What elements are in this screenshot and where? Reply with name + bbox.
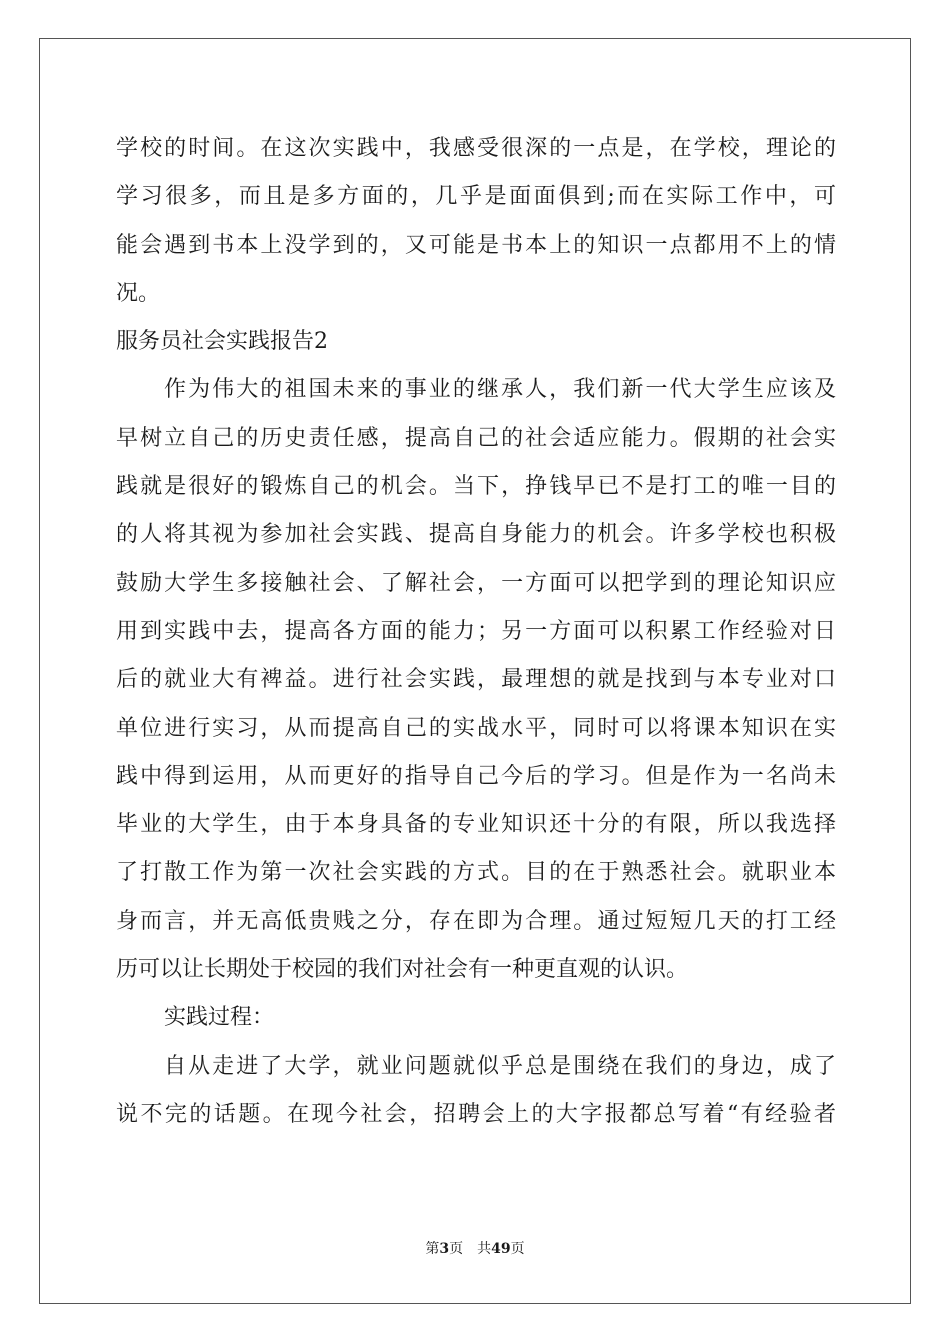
text-line: 单位进行实习，从而提高自己的实战水平，同时可以将课本知识在实 [116, 715, 836, 741]
page-footer [0, 1238, 950, 1258]
page-number: 3 [439, 1241, 450, 1257]
section-heading: 服务员社会实践报告2 [116, 329, 328, 355]
text-line: 能会遇到书本上没学到的，又可能是书本上的知识一点都用不上的情 [116, 232, 836, 258]
document-body [116, 125, 836, 1139]
subsection-heading: 实践过程： [164, 1005, 275, 1031]
total-prefix: 共 [477, 1241, 492, 1257]
text-line: 鼓励大学生多接触社会、了解社会，一方面可以把学到的理论知识应 [116, 570, 836, 596]
page-suffix: 页 [449, 1241, 464, 1257]
total-suffix: 页 [510, 1241, 525, 1257]
text-line: 了打散工作为第一次社会实践的方式。目的在于熟悉社会。就职业本 [116, 860, 836, 886]
text-line: 学校的时间。在这次实践中，我感受很深的一点是，在学校，理论的 [116, 136, 836, 161]
text-line: 毕业的大学生，由于本身具备的专业知识还十分的有限，所以我选择 [116, 812, 836, 838]
text-line: 早树立自己的历史责任感，提高自己的社会适应能力。假期的社会实 [116, 425, 836, 451]
text-line: 作为伟大的祖国未来的事业的继承人，我们新一代大学生应该及 [164, 377, 836, 403]
text-line: 学习很多，而且是多方面的，几乎是面面俱到;而在实际工作中，可 [116, 184, 836, 210]
text-line: 践就是很好的锻炼自己的机会。当下，挣钱早已不是打工的唯一目的 [116, 474, 836, 500]
page-prefix: 第 [425, 1241, 440, 1257]
text-line: 自从走进了大学，就业问题就似乎总是围绕在我们的身边，成了 [164, 1053, 836, 1079]
text-line: 况。 [116, 280, 161, 306]
text-line: 历可以让长期处于校园的我们对社会有一种更直观的认识。 [116, 957, 689, 983]
total-pages: 49 [491, 1241, 511, 1257]
text-line: 用到实践中去，提高各方面的能力；另一方面可以积累工作经验对日 [116, 618, 836, 644]
text-line: 后的就业大有裨益。进行社会实践，最理想的就是找到与本专业对口 [116, 667, 836, 693]
text-line: 身而言，并无高低贵贱之分，存在即为合理。通过短短几天的打工经 [116, 908, 836, 934]
text-line: 的人将其视为参加社会实践、提高自身能力的机会。许多学校也积极 [116, 522, 836, 548]
text-line: 践中得到运用，从而更好的指导自己今后的学习。但是作为一名尚未 [116, 763, 836, 789]
text-line: 说不完的话题。在现今社会，招聘会上的大字报都总写着“有经验者 [116, 1101, 836, 1127]
